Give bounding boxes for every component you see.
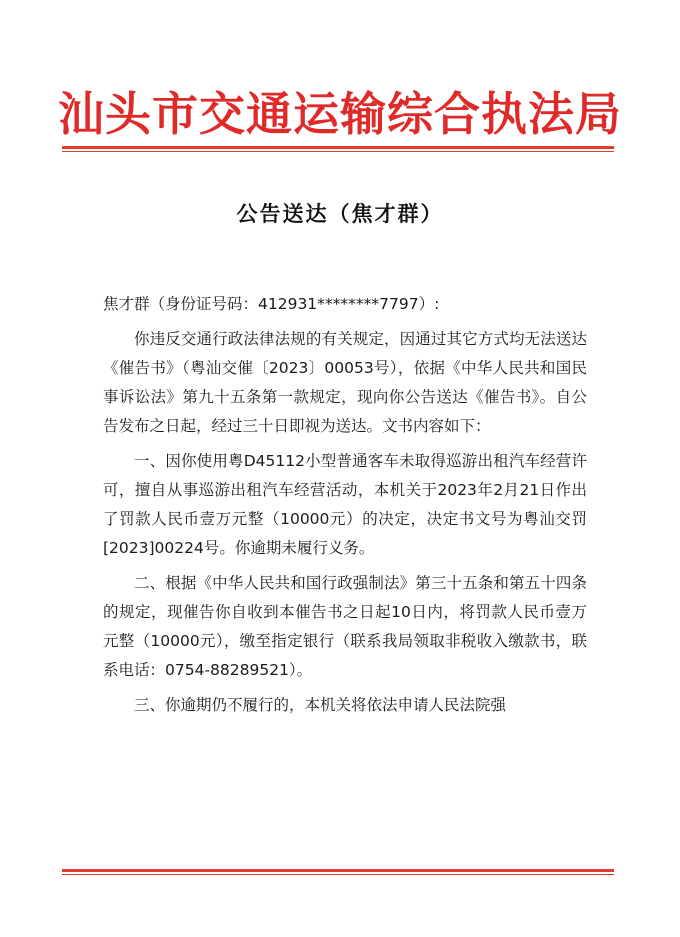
paragraph-item-1: 一、因你使用粤D45112小型普通客车未取得巡游出租汽车经营许可，擅自从事巡游出租汽车经营活动，本机关于2023年2月21日作出了罚款人民币壹万元整（10000元）的决定，决定书文号为粤汕交罚[2023]00224号。你逾期未履行义务。	[103, 452, 587, 557]
header-red-rule	[62, 146, 614, 149]
header-red-rule-thin	[62, 151, 614, 152]
paragraph-intro: 你违反交通行政法律法规的有关规定，因通过其它方式均无法送达《催告书》（粤汕交催〔2023〕00053号），依据《中华人民共和国民事诉讼法》第九十五条第一款规定，现向你公告送达《催告书》。自公告发布之日起，经过三十日即视为送达。文书内容如下：	[103, 330, 587, 435]
salutation: 焦才群（身份证号码：412931********7797）:	[103, 295, 440, 313]
footer-red-rule-thin	[62, 874, 614, 875]
footer-red-rule	[62, 869, 614, 872]
paragraph-item-3: 三、你逾期仍不履行的，本机关将依法申请人民法院强	[134, 696, 507, 714]
paragraph-item-2: 二、根据《中华人民共和国行政强制法》第三十五条和第五十四条的规定，现催告你自收到本催告书之日起10日内，将罚款人民币壹万元整（10000元），缴至指定银行（联系我局领取非税收入缴款书，联系电话：0754-88289521）。	[103, 574, 587, 679]
organization-header: 汕头市交通运输综合执法局	[58, 87, 622, 141]
document-title: 公告送达（焦才群）	[236, 202, 444, 226]
document-body	[103, 290, 587, 726]
